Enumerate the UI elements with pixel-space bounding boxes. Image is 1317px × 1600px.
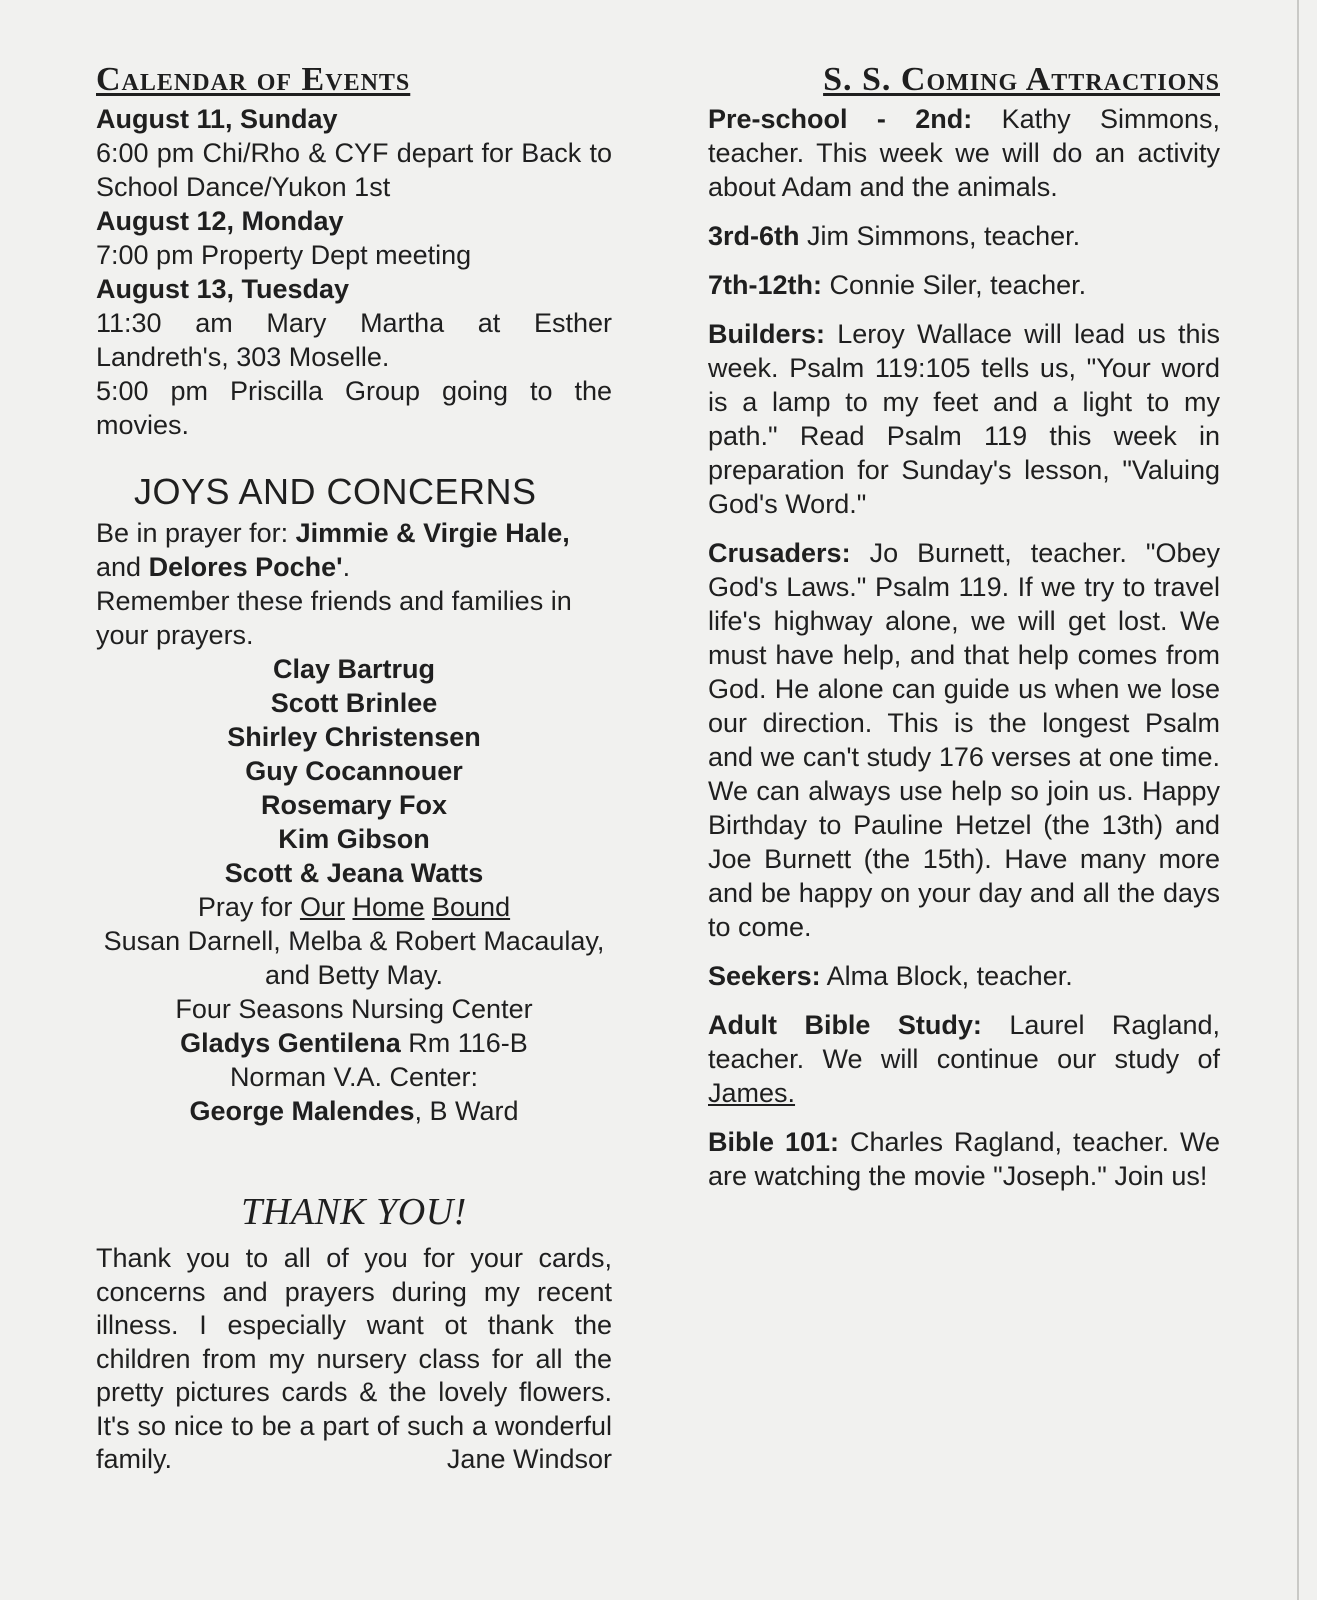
va-ward: , B Ward — [414, 1096, 519, 1126]
left-column — [96, 58, 612, 1477]
va-resident-name: George Malendes — [189, 1096, 415, 1126]
home-bound-word: Home — [352, 892, 425, 922]
class-label: Seekers: — [708, 961, 821, 991]
thank-you-note — [96, 1242, 612, 1477]
calendar-entry — [96, 102, 612, 204]
event-date: August 11, Sunday — [96, 104, 338, 134]
calendar-entry — [96, 204, 612, 272]
event-item: 7:00 pm Property Dept meeting — [96, 240, 472, 270]
class-label: 7th-12th: — [708, 270, 822, 300]
prayer-names-1: Jimmie & Virgie Hale, — [295, 518, 570, 548]
event-item: 5:00 pm Priscilla Group going to the movies. — [96, 376, 612, 440]
class-text: Jim Simmons, teacher. — [807, 221, 1081, 251]
class-text: Jo Burnett, teacher. "Obey God's Laws." Psalm 119. If we try to travel life's highway alone, we will get lost. We must have help, and that help comes from God. He alone can guide us when we lose our direction. This is the longest Psalm and we can't study 176 verses at one time. We can always use help so join us. Happy Birthday to Pauline Hetzel (the 13th) and Joe Burnett (the 15th). Have many more and be happy on your day and all the days to come. — [708, 538, 1220, 942]
event-item: 11:30 am Mary Martha at Esther Landreth's, 303 Moselle. — [96, 308, 612, 372]
class-label: Pre-school - 2nd: — [708, 104, 973, 134]
right-column — [708, 58, 1220, 1208]
nursing-room: Rm 116-B — [408, 1028, 528, 1058]
prayer-list-item: Rosemary Fox — [260, 790, 448, 820]
prayer-list-item: Guy Cocannouer — [245, 756, 463, 786]
prayer-and: and — [96, 552, 142, 582]
class-adult-bible-study — [708, 1008, 1220, 1110]
event-item: 6:00 pm Chi/Rho & CYF depart for Back to School Dance/Yukon 1st — [96, 138, 612, 202]
event-date: August 12, Monday — [96, 206, 344, 236]
remember-text: Remember these friends and families in your prayers. — [96, 586, 572, 650]
class-label: Bible 101: — [708, 1127, 839, 1157]
class-label: Adult Bible Study: — [708, 1010, 982, 1040]
class-text: Leroy Wallace will lead us this week. Psalm 119:105 tells us, "Your word is a lamp to my feet and a light to my path." Read Psalm 119 this week in preparation for Sunday's lesson, "Valuing God's Word." — [708, 319, 1220, 519]
class-label: Crusaders: — [708, 538, 851, 568]
nursing-resident-name: Gladys Gentilena — [180, 1028, 401, 1058]
class-bible-101 — [708, 1125, 1220, 1193]
home-bound-heading — [96, 890, 612, 924]
prayer-list-item: Scott & Jeana Watts — [224, 858, 484, 888]
home-bound-word: Bound — [432, 892, 511, 922]
thank-you-signature: Jane Windsor — [446, 1443, 612, 1474]
home-bound-names: Susan Darnell, Melba & Robert Macaulay, and Betty May. — [103, 926, 605, 990]
nursing-resident — [96, 1026, 612, 1060]
class-label: Builders: — [708, 319, 826, 349]
class-text: Kathy Simmons, teacher. This week we will do an activity about Adam and the animals. — [708, 104, 1220, 202]
class-text: Laurel Ragland, teacher. We will continue our study of — [708, 1010, 1220, 1074]
prayer-list-item: Clay Bartrug — [272, 654, 436, 684]
thank-you-body: Thank you to all of you for your cards, concerns and prayers during my recent illness. I especially want ot thank the children from my nursery class for all the pretty pictures cards & the lovely flowers. It's so nice to be a part of such a wonderful family. — [96, 1243, 612, 1474]
va-center: Norman V.A. Center: — [229, 1062, 479, 1092]
class-label: 3rd-6th — [708, 221, 800, 251]
nursing-center: Four Seasons Nursing Center — [175, 994, 533, 1024]
home-bound-word: Our — [299, 892, 345, 922]
prayer-period: . — [342, 552, 351, 582]
prayer-list-item: Shirley Christensen — [227, 722, 481, 752]
class-text: Connie Siler, teacher. — [829, 270, 1087, 300]
page-edge-line — [1297, 0, 1299, 1600]
prayer-intro — [96, 516, 612, 584]
calendar-title: Calendar of Events — [96, 61, 411, 98]
prayer-list-item: Kim Gibson — [278, 824, 430, 854]
class-7th-12th — [708, 268, 1220, 302]
pray-for-label: Pray for — [197, 892, 293, 922]
prayer-list-item: Scott Brinlee — [270, 688, 438, 718]
calendar-entry — [96, 272, 612, 442]
prayer-names-2: Delores Poche' — [148, 552, 343, 582]
prayer-intro-prefix: Be in prayer for: — [96, 518, 289, 548]
class-builders — [708, 317, 1220, 521]
thank-you-title: THANK YOU! — [241, 1191, 467, 1233]
va-resident — [96, 1094, 612, 1128]
event-date: August 13, Tuesday — [96, 274, 350, 304]
book-title: James. — [708, 1078, 796, 1108]
joys-title: JOYS AND CONCERNS — [134, 471, 537, 512]
attractions-title: S. S. Coming Attractions — [823, 61, 1220, 98]
class-preschool — [708, 102, 1220, 204]
class-seekers — [708, 959, 1220, 993]
class-3rd-6th — [708, 219, 1220, 253]
prayer-list — [96, 652, 612, 890]
class-text: Alma Block, teacher. — [826, 961, 1073, 991]
class-crusaders — [708, 536, 1220, 944]
class-text: Charles Ragland, teacher. We are watching the movie "Joseph." Join us! — [708, 1127, 1220, 1191]
